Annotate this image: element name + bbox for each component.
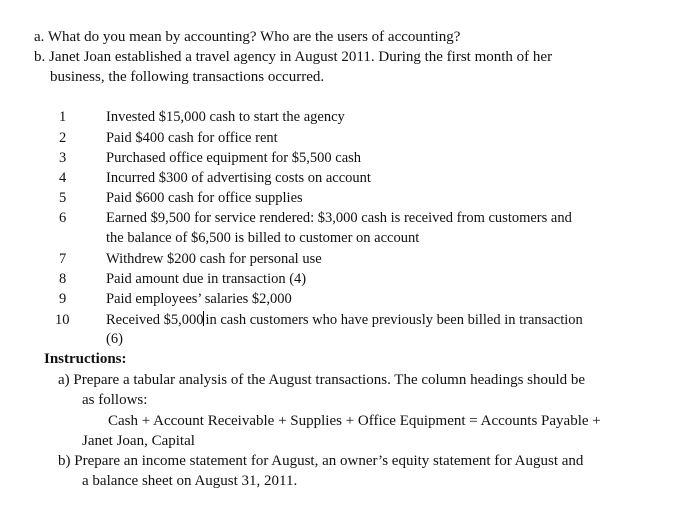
transaction-text: Invested $15,000 cash to start the agency xyxy=(106,109,345,125)
column-headings-equation: Cash + Account Receivable + Supplies + Office Equipment = Accounts Payable + xyxy=(108,413,601,429)
transaction-text-continued: the balance of $6,500 is billed to customer on account xyxy=(106,230,420,246)
transaction-text-part: in cash customers who have previously been billed in transaction xyxy=(205,312,583,328)
transaction-number: 4 xyxy=(59,170,67,186)
transaction-text: Paid $600 cash for office supplies xyxy=(106,190,303,206)
transaction-number: 1 xyxy=(59,109,67,125)
instruction-b-line-1: b) Prepare an income statement for August, an owner’s equity statement for August and xyxy=(58,453,584,469)
transaction-text: Withdrew $200 cash for personal use xyxy=(106,251,322,267)
instruction-b-line-2: a balance sheet on August 31, 2011. xyxy=(82,473,298,489)
transaction-text: Incurred $300 of advertising costs on account xyxy=(106,170,371,186)
transaction-number: 5 xyxy=(59,190,67,206)
transaction-text: Paid employees’ salaries $2,000 xyxy=(106,291,292,307)
transaction-number: 9 xyxy=(59,291,67,307)
instruction-a-line-1: a) Prepare a tabular analysis of the August transactions. The column headings should be xyxy=(58,372,586,388)
transaction-text: Paid amount due in transaction (4) xyxy=(106,271,307,287)
transaction-text-continued: (6) xyxy=(106,331,123,347)
column-headings-equation-continued: Janet Joan, Capital xyxy=(82,433,195,449)
instructions-heading: Instructions: xyxy=(44,351,127,367)
transaction-text xyxy=(106,311,583,330)
question-a: a. What do you mean by accounting? Who are the users of accounting? xyxy=(34,29,461,45)
transaction-number: 10 xyxy=(55,312,70,328)
transaction-text: Purchased office equipment for $5,500 cash xyxy=(106,150,362,166)
transaction-number: 2 xyxy=(59,130,67,146)
transaction-text-part: Received $5,000 xyxy=(106,312,204,328)
question-b-line-2: business, the following transactions occurred. xyxy=(50,69,325,85)
question-b-line-1: b. Janet Joan established a travel agency in August 2011. During the first month of her xyxy=(34,49,553,65)
transaction-text: Paid $400 cash for office rent xyxy=(106,130,278,146)
instruction-a-line-2: as follows: xyxy=(82,392,148,408)
transaction-number: 8 xyxy=(59,271,67,287)
transaction-number: 7 xyxy=(59,251,67,267)
transaction-number: 6 xyxy=(59,210,67,226)
transaction-text: Earned $9,500 for service rendered: $3,000 cash is received from customers and xyxy=(106,210,572,226)
transaction-number: 3 xyxy=(59,150,67,166)
